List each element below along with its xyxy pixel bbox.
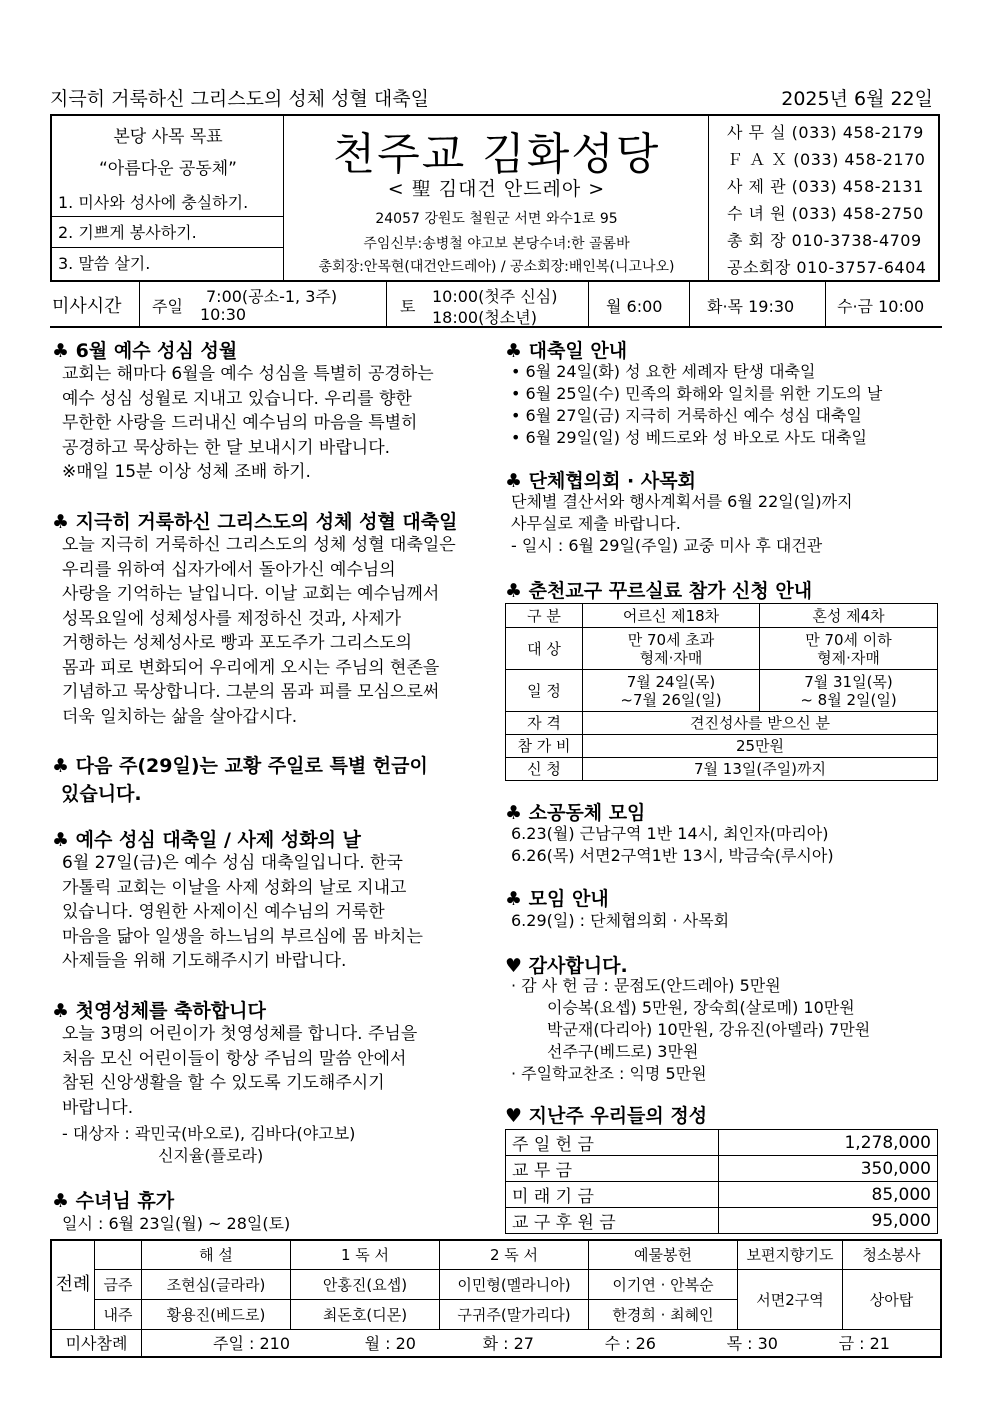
section-body: 교회는 해마다 6월을 예수 성심을 특별히 공경하는 예수 성심 성월로 지내고 있습니다. 우리를 향한 무한한 사랑을 드러내신 예수님의 마음을 특별히 공경하고 묵상하는 한 달 보내시기 바랍니다. ※매일 15분 이상 성체 조배 하기. bbox=[62, 364, 434, 482]
club-icon: ♣ bbox=[52, 829, 70, 851]
section-title: ♣ 예수 성심 대축일 / 사제 성화의 날 bbox=[52, 829, 361, 851]
divider bbox=[386, 282, 387, 326]
contact-list bbox=[709, 116, 938, 280]
section-title: ♣ 모임 안내 bbox=[505, 888, 609, 910]
section-body: · 감 사 헌 금 : 문점도(안드레아) 5만원 이승복(요셉) 5만원, 장숙희(살로메) 10만원 박군재(다리아) 10만원, 강유진(아델라) 7만원 선주구(베드로) 3만원 · 주일학교찬조 : 익명 5만원 bbox=[511, 976, 871, 1083]
feast-title: 지극히 거룩하신 그리스도의 성체 성혈 대축일 bbox=[50, 88, 429, 110]
cursillo-table bbox=[505, 603, 938, 781]
section-title: ♣ 다음 주(29일)는 교황 주일로 특별 헌금이 있습니다. bbox=[52, 755, 428, 805]
feast-list bbox=[511, 361, 882, 449]
list-item: • 6월 29일(일) 성 베드로와 성 바오로 사도 대축일 bbox=[511, 428, 867, 447]
club-icon: ♣ bbox=[52, 340, 70, 362]
club-icon: ♣ bbox=[505, 340, 523, 362]
bulletin-date: 2025년 6월 22일 bbox=[781, 88, 933, 110]
goal-item: 2. 기쁘게 봉사하기. bbox=[58, 223, 197, 242]
divider bbox=[825, 282, 826, 326]
section-body: 6월 27일(금)은 예수 성심 대축일입니다. 한국 가톨릭 교회는 이날을 사제 성화의 날로 지내고 있습니다. 영원한 사제이신 예수님의 거룩한 마음을 닮아 일생을 하느님의 부르심에 몸 바치는 사제들을 위해 기도해주시기 바랍니다. bbox=[62, 853, 423, 971]
section-title: ♣ 소공동체 모임 bbox=[505, 802, 646, 824]
divider bbox=[139, 282, 140, 326]
club-icon: ♣ bbox=[52, 511, 70, 533]
table-row: 참 가 비 25만원 bbox=[506, 735, 938, 758]
contact-item: 총 회 장 010-3738-4709 bbox=[727, 231, 922, 250]
table-row: 금주 조현심(글라라) 안홍진(요셉) 이민형(멜라니아) 이기연 · 안복순 서면2구역 상아탑 bbox=[51, 1269, 941, 1299]
section-body: 오늘 지극히 거룩하신 그리스도의 성체 성혈 대축일은 우리를 위하여 십자가에서 돌아가신 예수님의 사랑을 기억하는 날입니다. 이날 교회는 예수님께서 성목요일에 성체성사를 제정하신 것과, 사제가 거행하는 성체성사로 빵과 포도주가 그리스도의 몸과 피로 변화되어 우리에게 오시는 주님의 현존을 기념하고 묵상합니다. 그분의 몸과 피를 모심으로써 더욱 일치하는 삶을 살아갑시다. bbox=[62, 535, 456, 727]
club-icon: ♣ bbox=[52, 1190, 70, 1212]
church-name: 천주교 김화성당 bbox=[332, 129, 661, 180]
section-title: ♣ 수녀님 휴가 bbox=[52, 1190, 175, 1212]
list-item: • 6월 24일(화) 성 요한 세례자 탄생 대축일 bbox=[511, 362, 816, 381]
heart-icon: ♥ bbox=[505, 1105, 523, 1127]
saturday-label: 토 bbox=[400, 297, 416, 316]
contact-item: Ｆ Ａ Ｘ (033) 458-2170 bbox=[727, 150, 926, 169]
club-icon: ♣ bbox=[505, 580, 523, 602]
sunday-time-1: 7:00(공소-1, 3주) bbox=[206, 287, 338, 306]
saturday-time-1: 10:00(첫주 신심) bbox=[432, 287, 558, 306]
mass-times bbox=[50, 282, 942, 328]
list-item: • 6월 25일(수) 민족의 화해와 일치를 위한 기도의 날 bbox=[511, 384, 883, 403]
saturday-time-2: 18:00(청소년) bbox=[432, 308, 537, 327]
club-icon: ♣ bbox=[505, 802, 523, 824]
section-body: 6.23(월) 근남구역 1반 14시, 최인자(마리아) 6.26(목) 서면2구역1반 13시, 박금숙(루시아) bbox=[511, 824, 834, 865]
section-title: ♣ 단체협의회 · 사목회 bbox=[505, 470, 696, 492]
section-title: ♣ 대축일 안내 bbox=[505, 340, 628, 362]
club-icon: ♣ bbox=[505, 888, 523, 910]
wed-fri-time: 수·금 10:00 bbox=[837, 297, 925, 316]
church-patron: < 聖 김대건 안드레아 > bbox=[387, 178, 606, 200]
section-title: ♥ 지난주 우리들의 정성 bbox=[505, 1105, 708, 1127]
attendance-row: 미사참례 주일 : 210 월 : 20 화 : 27 수 : 26 목 : 30 금 : 21 bbox=[51, 1329, 941, 1357]
section-title: ♣ 춘천교구 꾸르실료 참가 신청 안내 bbox=[505, 580, 813, 602]
offering-table bbox=[505, 1129, 938, 1234]
section-body: 6.29(일) : 단체협의회 · 사목회 bbox=[511, 911, 730, 930]
parish-goals bbox=[52, 116, 284, 280]
section-body: 단체별 결산서와 행사계획서를 6월 22일(일)까지 사무실로 제출 바랍니다. - 일시 : 6월 29일(주일) 교중 미사 후 대건관 bbox=[511, 492, 853, 555]
section-title: ♣ 지극히 거룩하신 그리스도의 성체 성혈 대축일 bbox=[52, 511, 458, 533]
tue-thu-time: 화·목 19:30 bbox=[707, 297, 795, 316]
mass-times-label: 미사시간 bbox=[52, 296, 122, 317]
top-line bbox=[50, 84, 935, 110]
vacation-line: 일시 : 6월 23일(월) ~ 28일(토) bbox=[62, 1214, 291, 1233]
club-icon: ♣ bbox=[52, 755, 70, 777]
table-row: 미 래 기 금 85,000 bbox=[506, 1182, 938, 1208]
table-row: 자 격 견진성사를 받으신 분 bbox=[506, 712, 938, 735]
contact-item: 사 제 관 (033) 458-2131 bbox=[727, 177, 924, 196]
table-row: 일 정 7월 24일(목) ~7월 26일(일) 7월 31일(목) ~ 8월 2일(일) bbox=[506, 670, 938, 712]
table-row: 교 무 금 350,000 bbox=[506, 1156, 938, 1182]
monday-time: 월 6:00 bbox=[606, 297, 663, 316]
divider bbox=[588, 282, 589, 326]
church-address: 24057 강원도 철원군 서면 와수1로 95 bbox=[375, 211, 618, 227]
table-row: 구 분 어르신 제18차 혼성 제4차 bbox=[506, 604, 938, 628]
heart-icon: ♥ bbox=[505, 955, 523, 977]
council-line: 총회장:안목현(대건안드레아) / 공소회장:배인복(니고나오) bbox=[318, 259, 675, 275]
contact-item: 수 녀 원 (033) 458-2750 bbox=[727, 204, 924, 223]
first-communion-targets: 신지율(플로라) bbox=[158, 1146, 264, 1165]
table-row: 내주 황용진(베드로) 최돈호(디몬) 구귀주(말가리다) 한경희 · 최혜인 bbox=[51, 1299, 941, 1329]
club-icon: ♣ bbox=[52, 1000, 70, 1022]
section-title: ♣ 첫영성체를 축하합니다 bbox=[52, 1000, 266, 1022]
contact-item: 공소회장 010-3757-6404 bbox=[727, 258, 927, 277]
liturgy-label: 전례 bbox=[51, 1240, 95, 1329]
goals-motto: “아름다운 공동체” bbox=[99, 159, 237, 179]
table-row: 신 청 7월 13일(주일)까지 bbox=[506, 758, 938, 781]
section-title: ♥ 감사합니다. bbox=[505, 955, 628, 977]
table-row: 대 상 만 70세 초과 형제·자매 만 70세 이하 형제·자매 bbox=[506, 628, 938, 670]
sunday-label: 주일 bbox=[152, 297, 183, 316]
goal-divider bbox=[52, 247, 284, 248]
list-item: • 6월 27일(금) 지극히 거룩하신 예수 성심 대축일 bbox=[511, 406, 862, 425]
first-communion-targets: - 대상자 : 곽민국(바오로), 김바다(야고보) bbox=[62, 1124, 356, 1143]
header-box bbox=[50, 114, 940, 282]
section-title: ♣ 6월 예수 성심 성월 bbox=[52, 340, 238, 362]
pastor-line: 주임신부:송병철 야고보 본당수녀:한 골롬바 bbox=[363, 236, 630, 252]
contact-item: 사 무 실 (033) 458-2179 bbox=[727, 123, 924, 142]
liturgy-table bbox=[50, 1239, 942, 1358]
club-icon: ♣ bbox=[505, 470, 523, 492]
table-row: 전례 해 설 1 독 서 2 독 서 예물봉헌 보편지향기도 청소봉사 bbox=[51, 1240, 941, 1269]
sunday-time-2: 10:30 bbox=[200, 305, 247, 324]
section-body: 오늘 3명의 어린이가 첫영성체를 합니다. 주님을 처음 모신 어린이들이 항상 주님의 말씀 안에서 참된 신앙생활을 할 수 있도록 기도해주시기 바랍니다. bbox=[62, 1024, 418, 1118]
church-info bbox=[284, 116, 709, 280]
table-row: 주 일 헌 금 1,278,000 bbox=[506, 1130, 938, 1156]
table-row: 교 구 후 원 금 95,000 bbox=[506, 1208, 938, 1234]
goal-item: 3. 말씀 살기. bbox=[58, 254, 151, 273]
goal-divider bbox=[52, 216, 284, 217]
goal-item: 1. 미사와 성사에 충실하기. bbox=[58, 193, 249, 212]
goals-title: 본당 사목 목표 bbox=[113, 127, 223, 147]
divider bbox=[689, 282, 690, 326]
